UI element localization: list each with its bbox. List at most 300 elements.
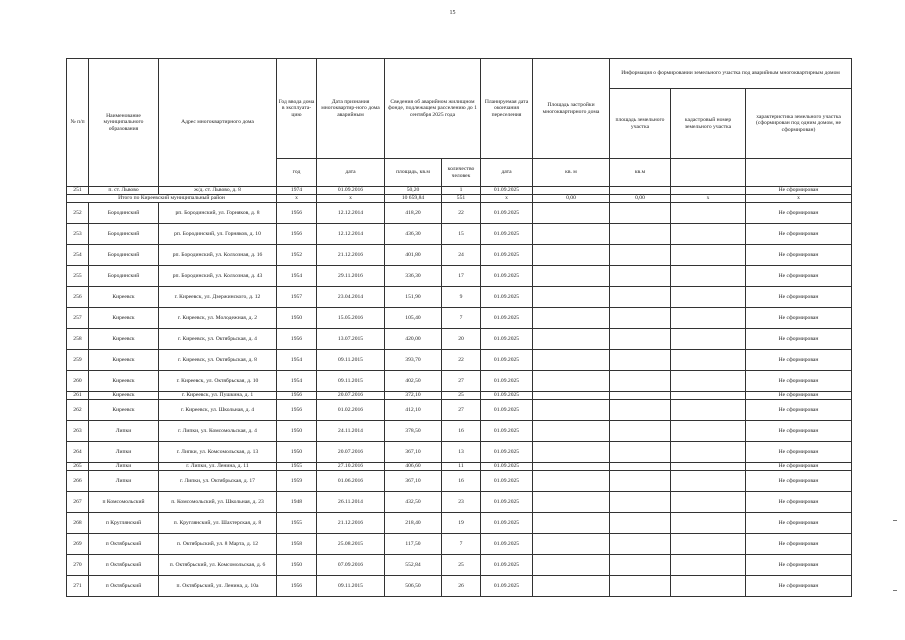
cell-cadastral	[671, 329, 746, 350]
cell-building-area	[533, 442, 610, 463]
cell-municipality: п Круглянский	[89, 513, 159, 534]
total-building-area: 0,00	[533, 195, 610, 203]
cell-land-area	[610, 471, 671, 492]
cell-cadastral	[671, 471, 746, 492]
table-row	[67, 492, 852, 513]
cell-planned: 01.09.2025	[481, 266, 533, 287]
table-row	[67, 203, 852, 224]
cell-year: 1956	[277, 400, 317, 421]
cell-status: Не сформирован	[746, 513, 852, 534]
cell-status: Не сформирован	[746, 534, 852, 555]
total-area: 10 659,84	[385, 195, 442, 203]
cell-building-area	[533, 287, 610, 308]
header-cadastral: кадастровый номер земельного участка	[671, 89, 746, 159]
cell-planned: 01.09.2025	[481, 308, 533, 329]
cell-people: 22	[442, 350, 481, 371]
cell-building-area	[533, 308, 610, 329]
header-municipality: Наименование муниципального образования	[89, 59, 159, 187]
cell-cadastral	[671, 392, 746, 400]
cell-address: п. Октябрьский, ул. Комсомольская, д. 6	[159, 555, 277, 576]
cell-address: рп. Бородинский, ул. Колхозная, д. 16	[159, 245, 277, 266]
cell-area: 436,30	[385, 224, 442, 245]
cell-building-area	[533, 350, 610, 371]
cell-date: 26.11.2014	[317, 492, 385, 513]
cell-municipality: Липки	[89, 471, 159, 492]
cell-date: 07.09.2016	[317, 555, 385, 576]
cell-municipality: Киреевск	[89, 371, 159, 392]
cell-num: 267	[67, 492, 89, 513]
cell-municipality: Киреевск	[89, 308, 159, 329]
cell-year: 1956	[277, 329, 317, 350]
cell-land-area	[610, 371, 671, 392]
cell-num: 253	[67, 224, 89, 245]
cell-planned: 01.09.2025	[481, 492, 533, 513]
cell-date: 12.12.2014	[317, 203, 385, 224]
cell-area: 336,30	[385, 266, 442, 287]
cell-status: Не сформирован	[746, 392, 852, 400]
subheader-date: дата	[317, 159, 385, 187]
total-people: 551	[442, 195, 481, 203]
cell-address: г. Киреевск, ул. Дзержинского, д. 12	[159, 287, 277, 308]
cell-num: 265	[67, 463, 89, 471]
cell-year: 1954	[277, 350, 317, 371]
cell-cadastral	[671, 266, 746, 287]
table-row	[67, 463, 852, 471]
table-row	[67, 534, 852, 555]
cell-status: Не сформирован	[746, 308, 852, 329]
cell-people: 9	[442, 287, 481, 308]
cell-year: 1954	[277, 371, 317, 392]
total-cadastral: х	[671, 195, 746, 203]
table-row	[67, 329, 852, 350]
cell-land-area	[610, 187, 671, 195]
cell-municipality: Бородинский	[89, 245, 159, 266]
cell-land-area	[610, 421, 671, 442]
cell-municipality: Липки	[89, 421, 159, 442]
cell-municipality: Киреевск	[89, 329, 159, 350]
table-row	[67, 471, 852, 492]
cell-cadastral	[671, 555, 746, 576]
table-row	[67, 513, 852, 534]
subheader-area: площадь, кв.м	[385, 159, 442, 187]
cell-cadastral	[671, 400, 746, 421]
cell-address: г. Киреевск, ул. Школьная, д. 4	[159, 400, 277, 421]
cell-status: Не сформирован	[746, 555, 852, 576]
cell-num: 269	[67, 534, 89, 555]
total-row	[67, 195, 852, 203]
cell-date: 20.07.2016	[317, 442, 385, 463]
cell-year: 1956	[277, 203, 317, 224]
cell-num: 255	[67, 266, 89, 287]
cell-num: 259	[67, 350, 89, 371]
cell-building-area	[533, 245, 610, 266]
cell-building-area	[533, 463, 610, 471]
cell-building-area	[533, 471, 610, 492]
cell-num: 261	[67, 392, 89, 400]
cell-num: 258	[67, 329, 89, 350]
cell-land-area	[610, 513, 671, 534]
cell-people: 24	[442, 245, 481, 266]
cell-land-area	[610, 350, 671, 371]
cell-land-area	[610, 266, 671, 287]
cell-year: 1957	[277, 287, 317, 308]
cell-area: 412,10	[385, 400, 442, 421]
cell-cadastral	[671, 203, 746, 224]
cell-land-area	[610, 224, 671, 245]
table-row	[67, 400, 852, 421]
cell-date: 09.11.2015	[317, 371, 385, 392]
cell-land-area	[610, 203, 671, 224]
cell-address: п. Круглянский, ул. Шахтерская, д. 8	[159, 513, 277, 534]
cell-year: 1948	[277, 492, 317, 513]
cell-address: г. Киреевск, ул. Октябрьская, д. 4	[159, 329, 277, 350]
cell-area: 552,84	[385, 555, 442, 576]
cell-date: 20.07.2016	[317, 392, 385, 400]
cell-status: Не сформирован	[746, 350, 852, 371]
cell-num: 260	[67, 371, 89, 392]
cell-area: 50,20	[385, 187, 442, 195]
cell-date: 25.08.2015	[317, 534, 385, 555]
cell-address: п. Октябрьский, ул. Ленина, д. 10а	[159, 576, 277, 597]
cell-land-area	[610, 329, 671, 350]
cell-year: 1954	[277, 266, 317, 287]
cell-area: 378,50	[385, 421, 442, 442]
cell-num: 266	[67, 471, 89, 492]
header-year-built: Год ввода дома в эксплуата-цию	[277, 59, 317, 159]
cell-address: г. Липки, ул. Ленина, д. 11	[159, 463, 277, 471]
header-building-area: Площадь застройки многоквартирного дома	[533, 59, 610, 159]
cell-cadastral	[671, 245, 746, 266]
table-row	[67, 421, 852, 442]
cell-land-area	[610, 492, 671, 513]
cell-status: Не сформирован	[746, 187, 852, 195]
cell-people: 17	[442, 266, 481, 287]
cell-cadastral	[671, 308, 746, 329]
cell-area: 401,80	[385, 245, 442, 266]
cell-status: Не сформирован	[746, 471, 852, 492]
cell-address: ж/д. ст. Львово, д. 8	[159, 187, 277, 195]
housing-registry-table	[66, 58, 852, 597]
cell-cadastral	[671, 287, 746, 308]
cell-year: 1950	[277, 421, 317, 442]
table-row	[67, 287, 852, 308]
cell-municipality: Липки	[89, 463, 159, 471]
cell-municipality: Бородинский	[89, 266, 159, 287]
cell-land-area	[610, 400, 671, 421]
cell-year: 1956	[277, 224, 317, 245]
cell-municipality: Липки	[89, 442, 159, 463]
table-row	[67, 371, 852, 392]
cell-planned: 01.09.2025	[481, 534, 533, 555]
subheader-date2: дата	[481, 159, 533, 187]
cell-year: 1955	[277, 463, 317, 471]
cell-people: 19	[442, 513, 481, 534]
cell-cadastral	[671, 576, 746, 597]
total-date: х	[317, 195, 385, 203]
header-planned-date: Планируемая дата окончания переселения	[481, 59, 533, 159]
cell-num: 252	[67, 203, 89, 224]
cell-land-area	[610, 534, 671, 555]
cell-planned: 01.09.2025	[481, 371, 533, 392]
cell-planned: 01.09.2025	[481, 463, 533, 471]
cell-date: 27.10.2016	[317, 463, 385, 471]
cell-status: Не сформирован	[746, 266, 852, 287]
subheader-sqm2: кв.м	[610, 159, 671, 187]
table-row	[67, 392, 852, 400]
table-row	[67, 555, 852, 576]
cell-num: 271	[67, 576, 89, 597]
table-row	[67, 576, 852, 597]
cell-planned: 01.09.2025	[481, 555, 533, 576]
cell-cadastral	[671, 513, 746, 534]
cell-municipality: п Октябрьский	[89, 576, 159, 597]
cell-land-area	[610, 287, 671, 308]
cell-address: рп. Бородинский, ул. Горняков, д. 10	[159, 224, 277, 245]
cell-address: г. Липки, ул. Октябрьская, д. 17	[159, 471, 277, 492]
cell-planned: 01.09.2025	[481, 576, 533, 597]
cell-land-area	[610, 245, 671, 266]
cell-year: 1955	[277, 513, 317, 534]
cell-status: Не сформирован	[746, 400, 852, 421]
cell-planned: 01.09.2025	[481, 471, 533, 492]
cell-building-area	[533, 534, 610, 555]
total-status: х	[746, 195, 852, 203]
header-num: № п/п	[67, 59, 89, 187]
cell-num: 270	[67, 555, 89, 576]
cell-address: п. Комсомольский, ул. Школьная, д. 23	[159, 492, 277, 513]
header-land-chars: характеристика земельного участка (сформирован под одним домом, не сформирован)	[746, 89, 852, 159]
cell-area: 406,60	[385, 463, 442, 471]
cell-planned: 01.09.2025	[481, 329, 533, 350]
cell-address: г. Липки, ул. Комсомольская, д. 4	[159, 421, 277, 442]
cell-year: 1956	[277, 576, 317, 597]
cell-area: 402,50	[385, 371, 442, 392]
cell-area: 393,70	[385, 350, 442, 371]
cell-address: г. Киреевск, ул. Пушкина, д. 1	[159, 392, 277, 400]
cell-year: 1950	[277, 442, 317, 463]
cell-cadastral	[671, 421, 746, 442]
cell-planned: 01.09.2025	[481, 513, 533, 534]
cell-date: 01.06.2016	[317, 471, 385, 492]
cell-municipality: Бородинский	[89, 203, 159, 224]
margin-mark	[893, 520, 897, 521]
cell-building-area	[533, 576, 610, 597]
cell-status: Не сформирован	[746, 203, 852, 224]
cell-date: 21.12.2016	[317, 245, 385, 266]
cell-building-area	[533, 203, 610, 224]
cell-area: 151,90	[385, 287, 442, 308]
cell-building-area	[533, 392, 610, 400]
cell-address: г. Липки, ул. Комсомольская, д. 13	[159, 442, 277, 463]
cell-year: 1974	[277, 187, 317, 195]
cell-planned: 01.09.2025	[481, 350, 533, 371]
cell-status: Не сформирован	[746, 329, 852, 350]
cell-status: Не сформирован	[746, 245, 852, 266]
cell-address: рп. Бородинский, ул. Колхозная, д. 43	[159, 266, 277, 287]
cell-municipality: Киреевск	[89, 392, 159, 400]
header-address: Адрес многоквартирного дома	[159, 59, 277, 187]
cell-address: г. Киреевск, ул. Молодежная, д. 2	[159, 308, 277, 329]
cell-building-area	[533, 329, 610, 350]
cell-date: 24.11.2014	[317, 421, 385, 442]
cell-area: 367,10	[385, 442, 442, 463]
cell-building-area	[533, 266, 610, 287]
total-planned: х	[481, 195, 533, 203]
cell-cadastral	[671, 350, 746, 371]
cell-building-area	[533, 421, 610, 442]
cell-planned: 01.09.2025	[481, 421, 533, 442]
cell-people: 27	[442, 400, 481, 421]
cell-cadastral	[671, 187, 746, 195]
cell-cadastral	[671, 224, 746, 245]
cell-area: 432,50	[385, 492, 442, 513]
header-fund-info: Сведения об аварийном жилищном фонде, подлежащем расселению до 1 сентября 2025 года	[385, 59, 481, 159]
cell-num: 257	[67, 308, 89, 329]
cell-cadastral	[671, 492, 746, 513]
cell-people: 25	[442, 392, 481, 400]
cell-cadastral	[671, 442, 746, 463]
cell-year: 1950	[277, 308, 317, 329]
cell-municipality: п Октябрьский	[89, 555, 159, 576]
total-year: х	[277, 195, 317, 203]
subheader-people: количество человек	[442, 159, 481, 187]
cell-municipality: п. ст. Львово	[89, 187, 159, 195]
cell-municipality: п Комсомольский	[89, 492, 159, 513]
cell-people: 25	[442, 555, 481, 576]
cell-people: 15	[442, 224, 481, 245]
cell-year: 1952	[277, 245, 317, 266]
cell-planned: 01.09.2025	[481, 245, 533, 266]
cell-building-area	[533, 513, 610, 534]
cell-num: 268	[67, 513, 89, 534]
cell-status: Не сформирован	[746, 463, 852, 471]
cell-people: 20	[442, 329, 481, 350]
cell-status: Не сформирован	[746, 421, 852, 442]
cell-num: 256	[67, 287, 89, 308]
cell-year: 1956	[277, 392, 317, 400]
cell-land-area	[610, 555, 671, 576]
table-row	[67, 308, 852, 329]
subheader-year: год	[277, 159, 317, 187]
cell-status: Не сформирован	[746, 576, 852, 597]
cell-status: Не сформирован	[746, 492, 852, 513]
cell-num: 254	[67, 245, 89, 266]
cell-land-area	[610, 392, 671, 400]
cell-land-area	[610, 308, 671, 329]
cell-date: 09.11.2015	[317, 576, 385, 597]
cell-address: г. Киреевск, ул. Октябрьская, д. 8	[159, 350, 277, 371]
cell-num: 262	[67, 400, 89, 421]
cell-people: 16	[442, 421, 481, 442]
cell-area: 367,10	[385, 471, 442, 492]
cell-date: 29.11.2016	[317, 266, 385, 287]
cell-status: Не сформирован	[746, 371, 852, 392]
cell-municipality: Киреевск	[89, 350, 159, 371]
table-row	[67, 266, 852, 287]
cell-municipality: Киреевск	[89, 287, 159, 308]
cell-people: 1	[442, 187, 481, 195]
cell-status: Не сформирован	[746, 287, 852, 308]
cell-building-area	[533, 492, 610, 513]
cell-year: 1959	[277, 471, 317, 492]
cell-status: Не сформирован	[746, 224, 852, 245]
cell-planned: 01.09.2025	[481, 224, 533, 245]
cell-address: г. Киреевск, ул. Октябрьская, д. 10	[159, 371, 277, 392]
cell-land-area	[610, 576, 671, 597]
cell-date: 15.05.2016	[317, 308, 385, 329]
cell-planned: 01.09.2025	[481, 392, 533, 400]
cell-people: 23	[442, 492, 481, 513]
cell-year: 1958	[277, 534, 317, 555]
cell-num: 251	[67, 187, 89, 195]
cell-area: 372,10	[385, 392, 442, 400]
cell-cadastral	[671, 371, 746, 392]
table-row	[67, 224, 852, 245]
table-row	[67, 442, 852, 463]
table-row	[67, 245, 852, 266]
cell-people: 22	[442, 203, 481, 224]
cell-year: 1950	[277, 555, 317, 576]
cell-cadastral	[671, 534, 746, 555]
cell-area: 418,20	[385, 203, 442, 224]
cell-status: Не сформирован	[746, 442, 852, 463]
cell-cadastral	[671, 463, 746, 471]
table-row	[67, 350, 852, 371]
cell-municipality: п Октябрьский	[89, 534, 159, 555]
cell-area: 218,40	[385, 513, 442, 534]
cell-building-area	[533, 400, 610, 421]
total-label: Итого по Киреевский муниципальный район	[67, 195, 277, 203]
cell-planned: 01.09.2025	[481, 442, 533, 463]
cell-land-area	[610, 463, 671, 471]
cell-area: 506,50	[385, 576, 442, 597]
cell-num: 264	[67, 442, 89, 463]
table-row	[67, 187, 852, 195]
cell-address: п. Октябрьский, ул. 8 Марта, д. 12	[159, 534, 277, 555]
cell-planned: 01.09.2025	[481, 287, 533, 308]
cell-planned: 01.09.2025	[481, 400, 533, 421]
cell-area: 105,40	[385, 308, 442, 329]
cell-building-area	[533, 371, 610, 392]
margin-mark	[893, 590, 897, 591]
cell-area: 420,00	[385, 329, 442, 350]
cell-date: 09.11.2015	[317, 350, 385, 371]
header-land-info: Информация о формировании земельного участка под аварийным многоквартирным домом	[610, 59, 852, 89]
page-number: 15	[449, 10, 456, 16]
cell-date: 01.02.2016	[317, 400, 385, 421]
cell-people: 26	[442, 576, 481, 597]
cell-land-area	[610, 442, 671, 463]
header-date-declared: Дата признания многоквартир-ного дома аварийным	[317, 59, 385, 159]
cell-people: 16	[442, 471, 481, 492]
cell-building-area	[533, 555, 610, 576]
cell-planned: 01.09.2025	[481, 203, 533, 224]
cell-municipality: Киреевск	[89, 400, 159, 421]
cell-date: 21.12.2016	[317, 513, 385, 534]
cell-people: 13	[442, 442, 481, 463]
total-land-area: 0,00	[610, 195, 671, 203]
cell-building-area	[533, 187, 610, 195]
cell-date: 23.04.2014	[317, 287, 385, 308]
cell-municipality: Бородинский	[89, 224, 159, 245]
subheader-empty-cadastral	[671, 159, 746, 187]
cell-date: 12.12.2014	[317, 224, 385, 245]
cell-address: рп. Бородинский, ул. Горняков, д. 8	[159, 203, 277, 224]
subheader-sqm: кв. м	[533, 159, 610, 187]
cell-people: 7	[442, 534, 481, 555]
cell-planned: 01.09.2025	[481, 187, 533, 195]
cell-building-area	[533, 224, 610, 245]
